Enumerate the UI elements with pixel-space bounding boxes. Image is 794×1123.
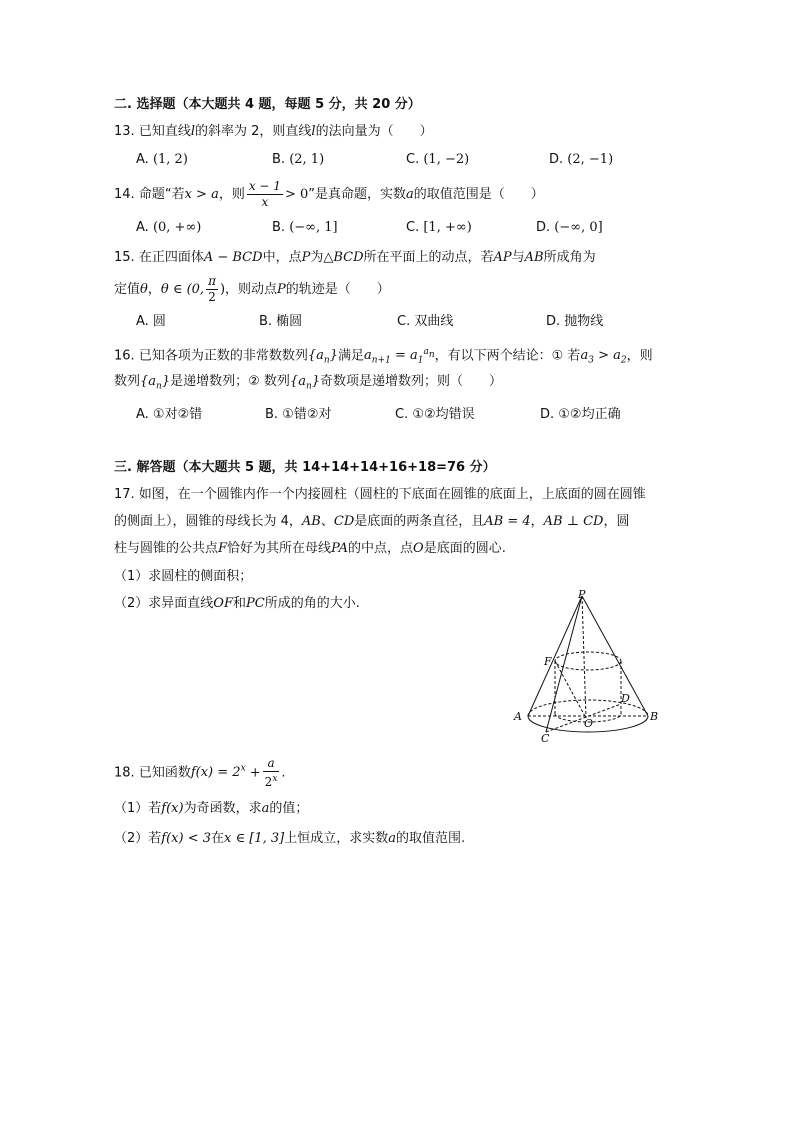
q15-pi-fraction: $\frac{\pi}{2}$ [208, 274, 216, 304]
q14-option-a: A. (0, +∞) [136, 220, 202, 235]
q15-option-c: C. 双曲线 [397, 314, 454, 329]
label-p: P [578, 588, 586, 601]
q14-stem: 14. 命题“若x > a，则 $\frac{x - 1}{x}$ > 0”是真命题，实数a的取值范围是（ ） [114, 179, 544, 209]
q18-fraction: $\frac{a}{2^x}$ [264, 755, 278, 789]
q17-sub1: （1）求圆柱的侧面积； [114, 569, 253, 584]
label-d: D [621, 692, 630, 705]
label-b: B [650, 710, 659, 723]
q17-stem-line1: 17. 如图，在一个圆锥内作一个内接圆柱（圆柱的下底面在圆锥的底面上，上底面的圆在圆锥 [114, 487, 646, 502]
q16-stem-line1: 16. 已知各项为正数的非常数数列$\{a_n\}$满足$a_{n+1} = a_1^{a_n}$，有以下两个结论：① 若$a_3 > a_2$，则 [114, 347, 653, 366]
q15-option-a: A. 圆 [136, 314, 166, 329]
q15-option-b: B. 椭圆 [259, 314, 303, 329]
q13-option-b: B. (2, 1) [272, 152, 325, 167]
cone-cylinder-figure [508, 586, 668, 746]
section2-title: 二. 选择题（本大题共 4 题，每题 5 分，共 20 分） [114, 97, 421, 112]
cone-generatrix-pb [582, 596, 648, 716]
q16-option-b: B. ①错②对 [265, 407, 332, 422]
q15-stem-line1: 15. 在正四面体A − BCD中，点P为△BCD所在平面上的动点，若AP与AB所成角为 [114, 250, 596, 265]
label-f: F [544, 655, 552, 668]
q13-option-c: C. (1, −2) [406, 152, 470, 167]
q18-stem: 18. 已知函数$f(x) = 2^x$ + $\frac{a}{2^x}$ . [114, 755, 286, 789]
cone-base-back [528, 700, 648, 716]
section3-title: 三. 解答题（本大题共 5 题，共 14+14+14+16+18=76 分） [114, 460, 496, 475]
q14-fraction: $\frac{x - 1}{x}$ [248, 179, 281, 209]
q15-option-d: D. 抛物线 [546, 314, 604, 329]
q16-stem-line2: 数列$\{a_n\}$是递增数列；② 数列$\{a_n\}$奇数项是递增数列；则（ ） [114, 374, 503, 392]
q16-option-a: A. ①对②错 [136, 407, 203, 422]
label-o: O [584, 717, 594, 730]
q18-sub1: （1）若f(x)为奇函数，求a的值； [114, 801, 309, 816]
q14-option-c: C. [1, +∞) [406, 220, 472, 235]
q16-option-d: D. ①②均正确 [540, 407, 621, 422]
q17-stem-line3: 柱与圆锥的公共点F恰好为其所在母线PA的中点，点O是底面的圆心. [114, 541, 506, 556]
q17-sub2: （2）求异面直线OF和PC所成的角的大小. [114, 596, 360, 611]
q18-sub2: （2）若f(x) < 3在x ∈ [1, 3]上恒成立，求实数a的取值范围. [114, 831, 466, 846]
q16-option-c: C. ①②均错误 [395, 407, 475, 422]
q14-option-b: B. (−∞, 1] [272, 220, 338, 235]
q13-option-a: A. (1, 2) [136, 152, 188, 167]
label-c: C [541, 732, 550, 745]
q13-option-d: D. (2, −1) [549, 152, 614, 167]
q15-stem-line2: 定值θ，θ ∈ (0, $\frac{\pi}{2}$ )，则动点P的轨迹是（ ） [114, 274, 390, 304]
label-a: A [514, 710, 522, 723]
q17-stem-line2: 的侧面上），圆锥的母线长为 4，AB、CD是底面的两条直径，且AB = 4，AB ⊥ CD，圆 [114, 514, 630, 529]
q14-option-d: D. (−∞, 0] [536, 220, 603, 235]
q13-stem: 13. 已知直线l的斜率为 2，则直线l的法向量为（ ） [114, 124, 433, 139]
